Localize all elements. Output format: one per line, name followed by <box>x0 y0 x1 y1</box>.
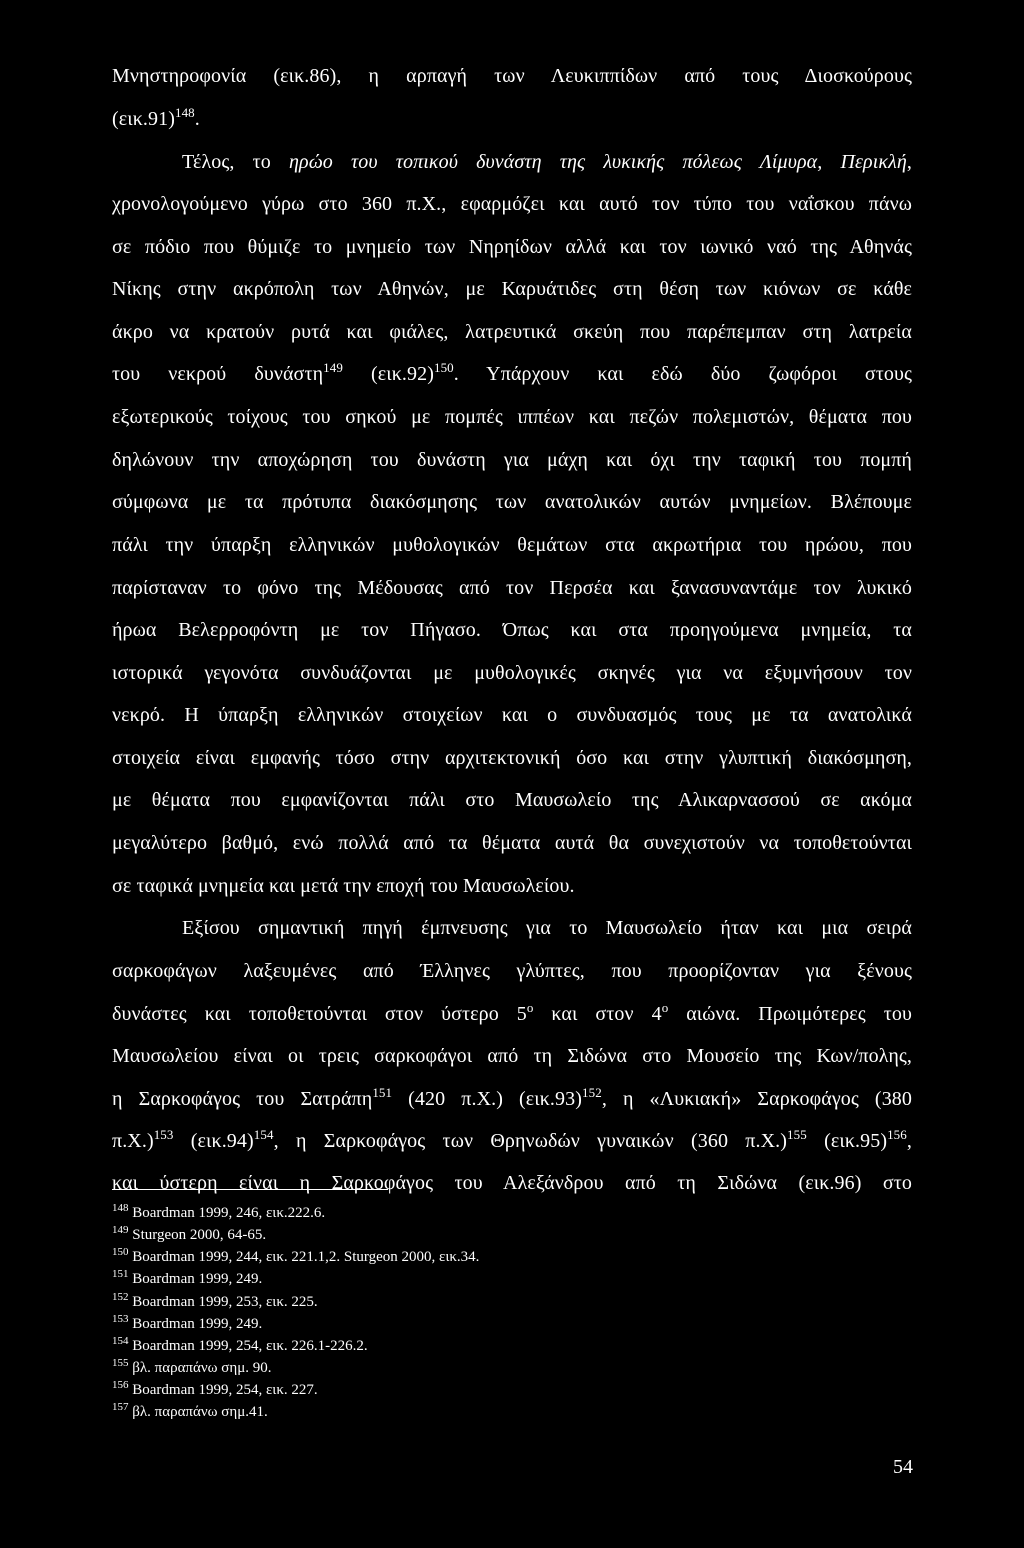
body-line <box>112 788 912 812</box>
footnote-number: 155 <box>112 1357 129 1369</box>
text-run: Μαυσωλείου είναι οι τρεις σαρκοφάγοι από τη Σιδώνα στο Μουσείο της Κων/πολης, <box>112 1045 912 1067</box>
footnote-ref: 153 <box>153 1127 174 1142</box>
footnote <box>112 1337 368 1355</box>
text-run: αιώνα. Πρωιμότερες του <box>668 1003 912 1025</box>
footnote <box>112 1270 262 1288</box>
body-line <box>112 192 912 216</box>
text-run: σαρκοφάγων λαξευμένες από Έλληνες γλύπτες, που προορίζονταν για ξένους <box>112 960 912 982</box>
footnote <box>112 1293 318 1311</box>
footnote-ref: 156 <box>887 1127 907 1142</box>
footnote-number: 149 <box>112 1224 129 1236</box>
footnote-text: Sturgeon 2000, 64-65. <box>128 1227 267 1243</box>
footnote <box>112 1204 325 1222</box>
footnote-ref: 154 <box>253 1127 274 1142</box>
page-number: 54 <box>893 1456 913 1478</box>
text-run: και στον 4 <box>533 1003 662 1025</box>
body-line <box>112 1129 912 1153</box>
body-line <box>112 235 912 259</box>
footnote-text: βλ. παραπάνω σημ. 90. <box>128 1360 272 1376</box>
text-run: Τέλος, το <box>182 151 289 173</box>
text-run: Νίκης στην ακρόπολη των Αθηνών, με Καρυάτιδες στη θέση των κιόνων σε κάθε <box>112 278 912 300</box>
text-run: εξωτερικούς τοίχους του σηκού με πομπές ιππέων και πεζών πολεμιστών, θέματα που <box>112 406 912 428</box>
footnote-number: 151 <box>112 1268 129 1280</box>
body-line <box>112 448 912 472</box>
text-run: (420 π.Χ.) (εικ.93) <box>392 1088 582 1110</box>
text-run: ήρωα Βελερροφόντη με τον Πήγασο. Όπως και στα προηγούμενα μνημεία, τα <box>112 619 912 641</box>
footnote <box>112 1403 268 1421</box>
text-run: με θέματα που εμφανίζονται πάλι στο Μαυσωλείο της Αλικαρνασσού σε ακόμα <box>112 789 912 811</box>
text-run: π.Χ.) <box>112 1130 154 1152</box>
text-run: (εικ.94) <box>173 1130 254 1152</box>
footnote-ref: 155 <box>787 1127 807 1142</box>
body-line <box>182 150 912 174</box>
text-run: ιστορικά γεγονότα συνδυάζονται με μυθολογικές σκηνές για να εξυμνήσουν τον <box>112 662 912 684</box>
footnote-ref: ο <box>526 1000 534 1015</box>
body-line <box>112 362 912 386</box>
footnote-text: βλ. παραπάνω σημ.41. <box>128 1404 268 1420</box>
footnote-number: 157 <box>112 1401 129 1413</box>
footnote-text: Boardman 1999, 249. <box>128 1271 263 1287</box>
text-run: δηλώνουν την αποχώρηση του δυνάστη για μάχη και όχι την ταφική του πομπή <box>112 449 912 471</box>
body-line <box>112 618 912 642</box>
body-line <box>112 1087 912 1111</box>
footnote-ref: 152 <box>582 1085 602 1100</box>
footnote-ref: 149 <box>323 360 343 375</box>
footnote-text: Boardman 1999, 254, εικ. 227. <box>128 1382 318 1398</box>
footnote-number: 152 <box>112 1291 129 1303</box>
footnote-ref: 151 <box>372 1085 393 1100</box>
footnote-number: 154 <box>112 1335 129 1347</box>
text-run: , <box>906 151 912 173</box>
text-run: (εικ.95) <box>806 1130 888 1152</box>
footnote-ref: 150 <box>433 360 454 375</box>
footnote-number: 156 <box>112 1379 129 1391</box>
text-run: η Σαρκοφάγος του Σατράπη <box>112 1088 373 1110</box>
text-run: μεγαλύτερο βαθμό, ενώ πολλά από τα θέματα αυτά θα συνεχιστούν να τοποθετούνται <box>112 832 912 854</box>
italic-text: ηρώο του τοπικού δυνάστη της λυκικής πόλεως Λίμυρα, Περικλή <box>288 151 907 173</box>
body-line <box>112 1171 912 1195</box>
footnote-text: Boardman 1999, 249. <box>128 1316 263 1332</box>
body-line <box>112 746 912 770</box>
body-line <box>112 107 912 131</box>
footnote <box>112 1315 262 1333</box>
footnote <box>112 1248 479 1266</box>
footnote-number: 150 <box>112 1246 129 1258</box>
body-line <box>112 831 912 855</box>
body-line <box>112 405 912 429</box>
text-run: (εικ.92) <box>342 363 434 385</box>
text-run: του νεκρού δυνάστη <box>112 363 324 385</box>
text-run: δυνάστες και τοποθετούνται στον ύστερο 5 <box>112 1003 527 1025</box>
text-run: άκρο να κρατούν ρυτά και φιάλες, λατρευτικά σκεύη που παρέπεμπαν στη λατρεία <box>112 321 912 343</box>
body-line <box>112 533 912 557</box>
text-run: Εξίσου σημαντική πηγή έμπνευσης για το Μαυσωλείο ήταν και μια σειρά <box>182 917 912 939</box>
footnote-text: Boardman 1999, 246, εικ.222.6. <box>128 1205 326 1221</box>
text-run: σύμφωνα με τα πρότυπα διακόσμησης των ανατολικών αυτών μνημείων. Βλέπουμε <box>112 491 912 513</box>
footnote-text: Boardman 1999, 254, εικ. 226.1-226.2. <box>128 1338 368 1354</box>
text-run: . <box>194 108 200 130</box>
footnote-ref: 148 <box>174 105 195 120</box>
text-run: παρίσταναν το φόνο της Μέδουσας από τον Περσέα και ξανασυναντάμε τον λυκικό <box>112 577 912 599</box>
text-run: , η «Λυκιακή» Σαρκοφάγος (380 <box>601 1088 912 1110</box>
text-run: στοιχεία είναι εμφανής τόσο στην αρχιτεκτονική όσο και στην γλυπτική διακόσμηση, <box>112 747 912 769</box>
body-line <box>112 661 912 685</box>
body-line <box>112 490 912 514</box>
body-line <box>112 874 912 898</box>
body-line <box>112 576 912 600</box>
footnote <box>112 1226 266 1244</box>
footnote <box>112 1381 318 1399</box>
text-run: (εικ.91) <box>112 108 175 130</box>
text-run: , η Σαρκοφάγος των Θρηνωδών γυναικών (360 π.Χ.) <box>273 1130 788 1152</box>
footnote-text: Boardman 1999, 253, εικ. 225. <box>128 1294 318 1310</box>
text-run: σε ταφικά μνημεία και μετά την εποχή του Μαυσωλείου. <box>112 875 575 897</box>
footnote-ref: ο <box>661 1000 669 1015</box>
text-run: , <box>906 1130 912 1152</box>
text-run: Μνηστηροφονία (εικ.86), η αρπαγή των Λευκιππίδων από τους Διοσκούρους <box>112 65 912 87</box>
footnote-number: 148 <box>112 1202 129 1214</box>
body-line <box>112 320 912 344</box>
body-line <box>112 64 912 88</box>
text-run: . Υπάρχουν και εδώ δύο ζωφόροι στους <box>453 363 912 385</box>
body-line <box>112 1044 912 1068</box>
footnote <box>112 1359 272 1377</box>
footnote-divider <box>112 1189 388 1190</box>
text-run: σε πόδιο που θύμιζε το μνημείο των Νηρηίδων αλλά και τον ιωνικό ναό της Αθηνάς <box>112 236 912 258</box>
body-line <box>112 703 912 727</box>
footnote-text: Boardman 1999, 244, εικ. 221.1,2. Sturgeon 2000, εικ.34. <box>128 1249 480 1265</box>
text-run: πάλι την ύπαρξη ελληνικών μυθολογικών θεμάτων στα ακρωτήρια του ηρώου, που <box>112 534 912 556</box>
text-run: νεκρό. Η ύπαρξη ελληνικών στοιχείων και ο συνδυασμός τους με τα ανατολικά <box>112 704 912 726</box>
footnote-number: 153 <box>112 1313 129 1325</box>
body-line <box>112 959 912 983</box>
body-line <box>112 277 912 301</box>
text-run: και ύστερη είναι η Σαρκοφάγος του Αλεξάνδρου από τη Σιδώνα (εικ.96) στο <box>112 1172 912 1194</box>
body-line <box>112 1002 912 1026</box>
text-run: χρονολογούμενο γύρω στο 360 π.Χ., εφαρμόζει και αυτό τον τύπο του ναΐσκου πάνω <box>112 193 912 215</box>
body-line <box>182 916 912 940</box>
